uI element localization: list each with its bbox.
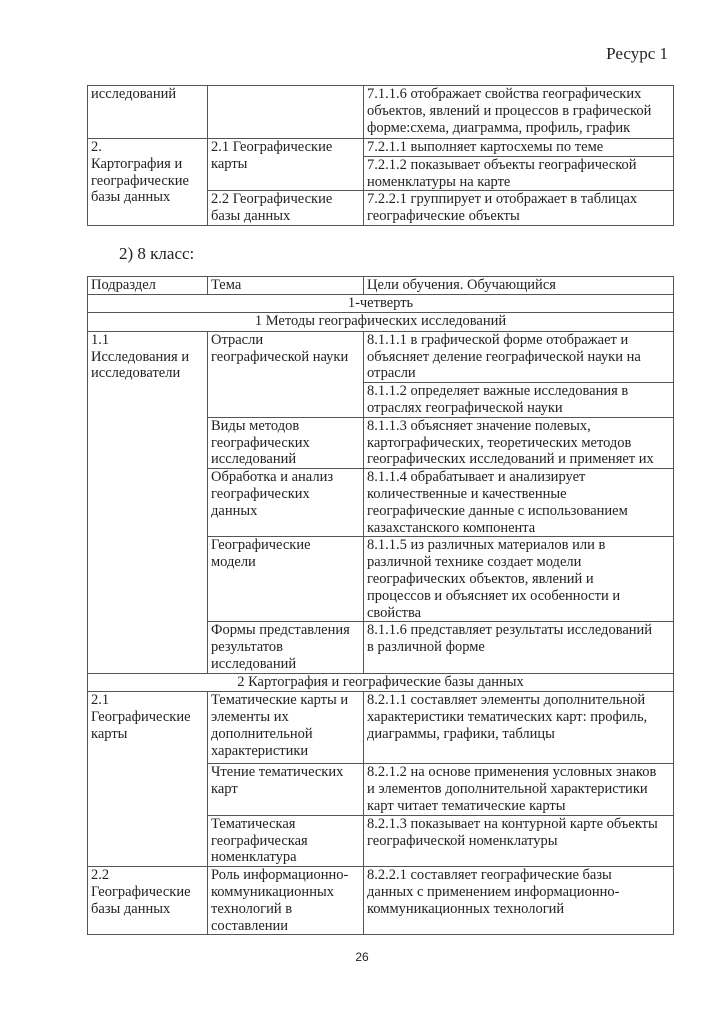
section-row [88,674,674,692]
goal-cell: 7.2.1.2 показывает объекты географической номенклатуры на карте [364,156,674,191]
goal-cell: 8.2.1.2 на основе применения условных знаков и элементов дополнительной характеристики карт читает тематические карты [364,764,674,815]
table-header-row [88,277,674,295]
topic-cell [208,86,364,139]
topic-cell: Виды методов географических исследований [208,417,364,468]
topic-cell: Чтение тематических карт [208,764,364,815]
goal-cell: 8.1.1.6 представляет результаты исследований в различной форме [364,622,674,674]
goal-cell: 7.1.1.6 отображает свойства географических объектов, явлений и процессов в графической форме:схема, диаграмма, профиль, график [364,86,674,139]
topic-cell: 2.1 Географические карты [208,139,364,191]
header-subsection: Подраздел [88,277,208,295]
header-topic: Тема [208,277,364,295]
goal-cell: 8.1.1.4 обрабатывает и анализирует количественные и качественные географические данные с использованием казахстанского компонента [364,469,674,537]
table-row [88,867,674,935]
goal-cell: 8.1.1.1 в графической форме отображает и объясняет деление географической науки на отрасли [364,331,674,382]
section-row [88,312,674,331]
section-cell: 2. Картография и географические базы данных [88,139,208,226]
goal-cell: 8.1.1.5 из различных материалов или в различной технике создает модели географических объектов, явлений и процессов и объясняет их особенности и свойства [364,537,674,622]
grade8-subtitle: 2) 8 класс: [119,244,195,263]
quarter-row [88,295,674,313]
topic-cell: Формы представления результатов исследований [208,622,364,674]
table-row [88,139,674,157]
table-row [88,331,674,382]
quarter-label: 1-четверть [88,295,674,313]
goal-cell: 7.2.2.1 группирует и отображает в таблицах географические объекты [364,191,674,226]
page-number: 26 [355,950,369,964]
resource-header: Ресурс 1 [606,44,668,63]
subsection-cell: 1.1 Исследования и исследователи [88,331,208,674]
goal-cell: 8.1.1.2 определяет важные исследования в отраслях географической науки [364,383,674,418]
subsection-cell: 2.2 Географические базы данных [88,867,208,935]
topic-cell: Роль информационно- коммуникационных технологий в составлении [208,867,364,935]
topic-cell: Обработка и анализ географических данных [208,469,364,537]
goal-cell: 8.2.2.1 составляет географические базы данных с применением информационно- коммуникационных технологий [364,867,674,935]
goal-cell: 8.2.1.3 показывает на контурной карте объекты географической номенклатуры [364,815,674,866]
topic-cell: Тематическая географическая номенклатура [208,815,364,866]
section-title: 1 Методы географических исследований [88,312,674,331]
topic-cell: 2.2 Географические базы данных [208,191,364,226]
goal-cell: 7.2.1.1 выполняет картосхемы по теме [364,139,674,157]
section-title: 2 Картография и географические базы данных [88,674,674,692]
subsection-cell: 2.1 Географические карты [88,692,208,867]
goal-cell: 8.2.1.1 составляет элементы дополнительной характеристики тематических карт: профиль, диаграммы, графики, таблицы [364,692,674,764]
table-row [88,692,674,764]
topic-cell: Тематические карты и элементы их дополнительной характеристики [208,692,364,764]
goal-cell: 8.1.1.3 объясняет значение полевых, картографических, теоретических методов географических исследований и применяет их [364,417,674,468]
section-cell: исследований [88,86,208,139]
grade7-table-continuation [87,85,674,226]
topic-cell: Географические модели [208,537,364,622]
header-goals: Цели обучения. Обучающийся [364,277,674,295]
table-row [88,86,674,139]
grade8-table [87,276,674,935]
topic-cell: Отрасли географической науки [208,331,364,417]
